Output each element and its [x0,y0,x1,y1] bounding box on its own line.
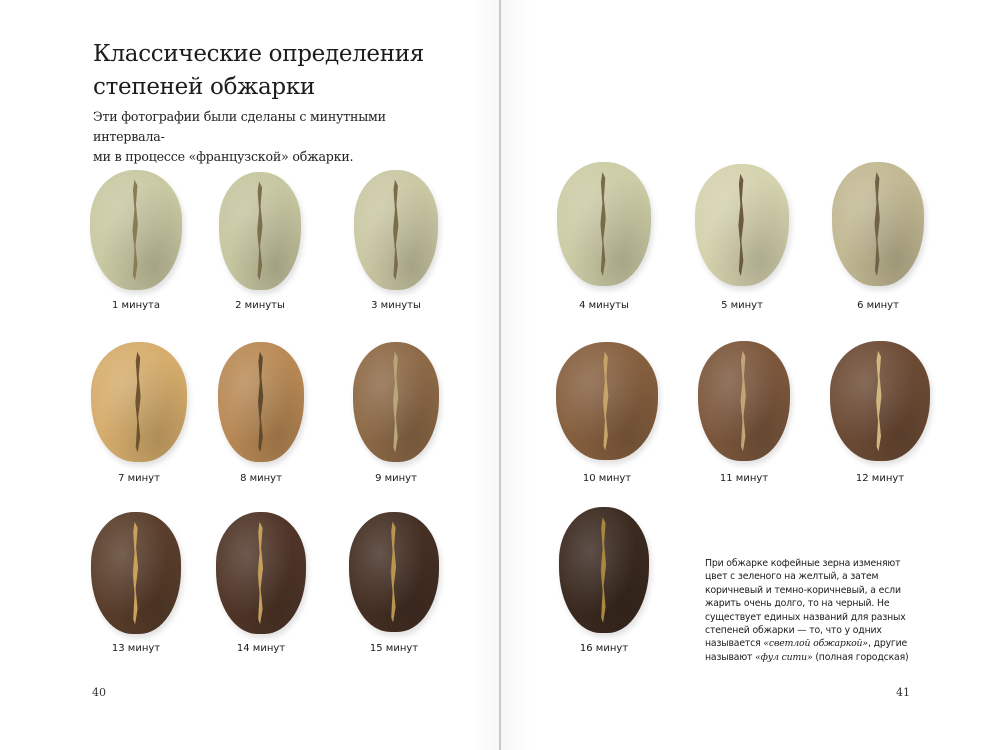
bean-label: 3 минуты [371,300,421,311]
coffee-bean-image [832,162,924,286]
coffee-bean-image [354,170,438,290]
bean-label: 9 минут [375,473,417,484]
coffee-bean-image [216,512,306,634]
coffee-bean-image [91,342,187,462]
bean-photo-4min [544,162,664,322]
bean-photo-11min [684,341,804,501]
bean-photo-2min [200,172,320,332]
bean-label: 12 минут [855,473,905,484]
bean-label: 5 минут [721,300,763,311]
bean-photo-3min [336,170,456,330]
coffee-bean-image [90,170,182,290]
note-term-light-roast: «светлой обжаркой» [763,638,868,650]
bean-photo-6min [818,162,938,322]
bean-label: 15 минут [369,643,419,654]
coffee-bean-image [557,162,651,286]
intro-line-2: ми в процессе «французской» обжарки. [93,149,354,164]
intro-line-1: Эти фотографии были сделаны с минутными интервала- [93,109,386,144]
bean-label: 10 минут [582,473,632,484]
coffee-bean-image [91,512,181,634]
coffee-bean-image [556,342,658,460]
bean-label: 14 минут [236,643,286,654]
roast-explanation-note [705,557,915,664]
coffee-bean-image [353,342,439,462]
bean-label: 4 минуты [579,300,629,311]
bean-label: 8 минут [240,473,282,484]
bean-photo-14min [201,512,321,672]
bean-label: 11 минут [719,473,769,484]
bean-photo-9min [336,342,456,502]
bean-photo-7min [79,342,199,502]
bean-photo-13min [76,512,196,672]
bean-label: 6 минут [857,300,899,311]
coffee-bean-image [695,164,789,286]
coffee-bean-image [830,341,930,461]
note-text-1: При обжарке кофейные зерна изменяют цвет с зеленого на желтый, а затем коричневый и темно-коричневый, а если жарить очень долго, то на черный. Не существует единых названий для разных степеней обжарки — то, что у одних называется [705,558,906,650]
bean-photo-5min [682,164,802,324]
title-line-2: степеней обжарки [93,74,315,100]
note-term-full-city: «фул сити» [755,651,813,663]
page-title [93,38,453,104]
bean-photo-1min [76,170,196,330]
bean-photo-16min [544,507,664,667]
coffee-bean-image [219,172,301,290]
title-line-1: Классические определения [93,41,425,67]
coffee-bean-image [559,507,649,633]
intro-text [93,107,443,167]
coffee-bean-image [698,341,790,461]
bean-label: 16 минут [579,643,629,654]
coffee-bean-image [218,342,304,462]
bean-label: 1 минута [112,300,160,311]
bean-label: 13 минут [111,643,161,654]
note-text-2: , другие называют [705,638,908,663]
coffee-bean-image [349,512,439,632]
page-number-right: 41 [896,686,910,699]
bean-photo-12min [820,341,940,501]
bean-photo-10min [547,342,667,502]
bean-photo-15min [334,512,454,672]
bean-label: 2 минуты [235,300,285,311]
page-number-left: 40 [92,686,106,699]
bean-photo-8min [201,342,321,502]
bean-label: 7 минут [118,473,160,484]
note-text-3: (полная городская) [812,651,909,663]
